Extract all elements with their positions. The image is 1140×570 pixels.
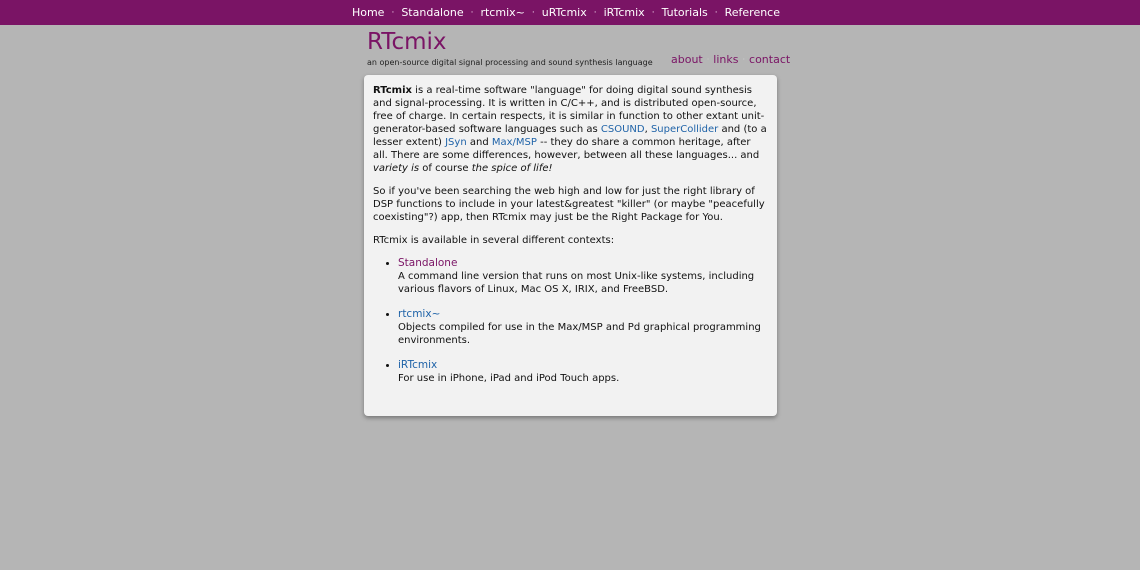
about-link[interactable]: about [671, 53, 703, 66]
standalone-link[interactable]: • Standalone [398, 257, 458, 269]
site-tagline: an open-source digital signal processing and sound synthesis language [367, 58, 653, 67]
links-link[interactable]: links [713, 53, 739, 66]
intro-italic-2: the spice of life! [471, 163, 553, 174]
site-title: RTcmix [367, 29, 447, 55]
site-header [367, 28, 653, 67]
subnav-separator: · [706, 55, 710, 64]
nav-standalone[interactable]: Standalone [401, 6, 464, 19]
intro-text-3: -- they do share a common heritage, after all. There are some differences, however, between all these languages... and [373, 137, 760, 161]
list-item-description: Objects compiled for use in the Max/MSP and Pd graphical programming environments. [398, 322, 761, 346]
rtcmix-tilde-link[interactable]: • rtcmix~ [398, 308, 441, 320]
nav-separator: · [391, 7, 395, 18]
contexts-intro: RTcmix is available in several different contexts: [373, 235, 615, 246]
list-item-description: For use in iPhone, iPad and iPod Touch apps. [398, 373, 620, 384]
intro-and: and [466, 137, 492, 148]
search-paragraph: So if you've been searching the web high and low for just the right library of DSP functions to include in your latest&greatest "killer" (or maybe "peacefully coexisting"?) app, then RTcmix may just be the Right Package for You. [373, 186, 765, 223]
intro-text-4: of course [419, 163, 472, 174]
top-nav-bar [0, 0, 1140, 25]
irtcmix-link[interactable]: • iRTcmix [398, 359, 438, 371]
list-item [398, 257, 768, 296]
intro-bold-name: RTcmix [373, 85, 412, 96]
supercollider-link[interactable]: SuperCollider [650, 124, 719, 135]
jsyn-link[interactable]: JSyn [445, 137, 467, 148]
intro-text-1: is a real-time software "language" for doing digital sound synthesis and signal-processing. It is written in C/C++, and is distributed open-source, free of charge. In certain respects, it is similar in function to other extant unit-generator-based software languages such as [373, 85, 765, 135]
nav-separator: · [714, 7, 718, 18]
intro-comma: , [644, 124, 651, 135]
nav-urtcmix[interactable]: uRTcmix [541, 6, 587, 19]
intro-paragraph [373, 84, 768, 175]
top-nav [352, 6, 780, 19]
list-item [398, 308, 768, 347]
nav-separator: · [651, 7, 655, 18]
contact-link[interactable]: contact [749, 53, 791, 66]
nav-tutorials[interactable]: Tutorials [661, 6, 708, 19]
nav-reference[interactable]: Reference [724, 6, 781, 19]
contexts-list [373, 257, 768, 385]
csound-link[interactable]: CSOUND [600, 124, 645, 135]
nav-separator: · [470, 7, 474, 18]
nav-rtcmix-tilde[interactable]: rtcmix~ [480, 6, 525, 19]
list-item [398, 359, 768, 385]
secondary-nav [671, 53, 790, 66]
nav-irtcmix[interactable]: iRTcmix [603, 6, 645, 19]
intro-text-2: and (to a lesser extent) [373, 124, 767, 148]
subnav-separator: · [742, 55, 746, 64]
nav-separator: · [593, 7, 597, 18]
nav-home[interactable]: Home [351, 6, 385, 19]
nav-separator: · [531, 7, 535, 18]
list-item-description: A command line version that runs on most Unix-like systems, including various flavors of Linux, Mac OS X, IRIX, and FreeBSD. [398, 271, 755, 295]
content-panel [364, 75, 777, 416]
maxmsp-link[interactable]: Max/MSP [491, 137, 537, 148]
intro-italic-1: variety is [373, 163, 420, 174]
